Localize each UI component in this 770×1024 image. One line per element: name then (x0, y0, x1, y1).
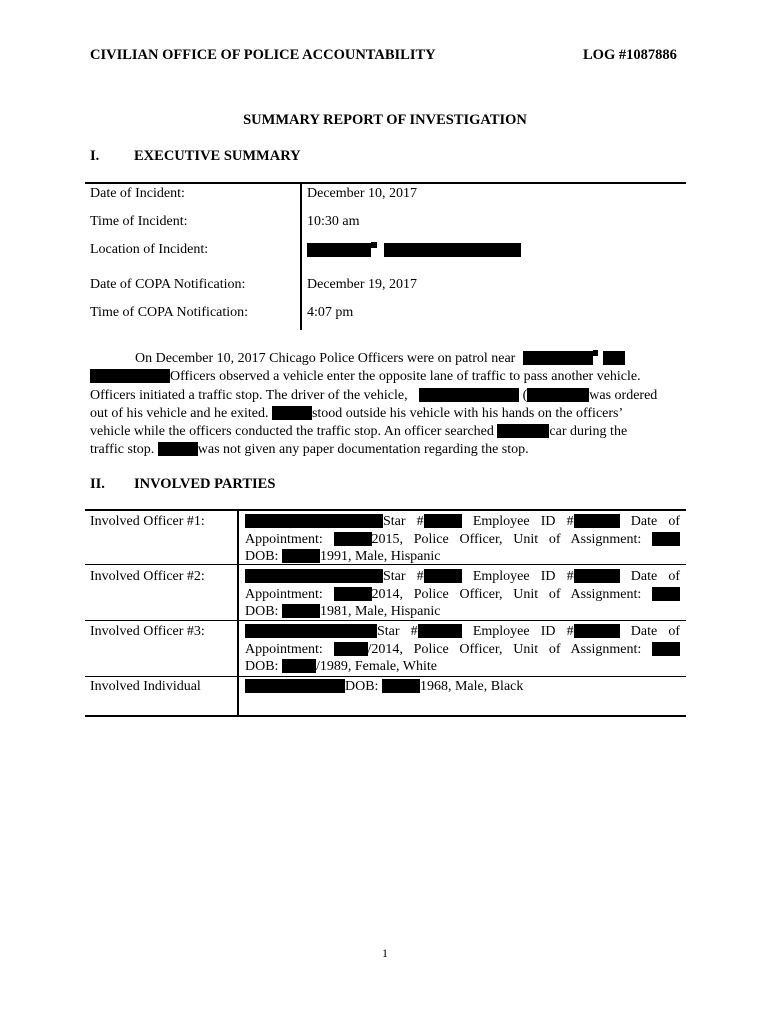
redaction-block (497, 424, 549, 438)
redaction-block (282, 659, 316, 673)
summary-text: vehicle while the officers conducted the traffic stop. An officer searched (90, 424, 494, 440)
report-title: SUMMARY REPORT OF INVESTIGATION (243, 112, 527, 128)
summary-line (90, 350, 680, 368)
summary-text: out of his vehicle and he exited. (90, 405, 269, 421)
dob-text: /1989, Female, White (315, 659, 438, 674)
redaction-block (424, 569, 462, 583)
section-number: I. (90, 148, 100, 164)
employee-id-label: Employee ID # (472, 514, 574, 529)
row-rule (85, 676, 686, 677)
summary-line (90, 441, 680, 459)
detail-line (245, 678, 680, 696)
table-top-rule (85, 182, 686, 184)
date-of-label: Date of (630, 514, 681, 529)
location-of-incident-label: Location of Incident: (90, 242, 209, 257)
copa-notification-date-value: December 19, 2017 (307, 277, 418, 292)
detail-line (245, 586, 680, 604)
appointment-text: 2015, Police Officer, Unit of Assignment: (371, 531, 642, 547)
copa-notification-date-label: Date of COPA Notification: (90, 277, 246, 292)
redaction-block (652, 587, 680, 601)
section-title: INVOLVED PARTIES (134, 476, 276, 492)
involved-officer-1-label: Involved Officer #1: (90, 514, 205, 529)
redaction-block (424, 514, 462, 528)
date-of-incident-label: Date of Incident: (90, 186, 185, 201)
detail-line (245, 641, 680, 659)
involved-officer-1-details (245, 513, 680, 566)
detail-line (245, 531, 680, 549)
dob-text: 1981, Male, Hispanic (319, 604, 441, 619)
detail-line (245, 513, 680, 531)
redaction-block (245, 679, 345, 693)
redaction-block (158, 442, 198, 456)
redaction-block (334, 642, 368, 656)
dob-text: 1968, Male, Black (419, 679, 524, 694)
redaction-block (527, 388, 589, 402)
agency-name: CIVILIAN OFFICE OF POLICE ACCOUNTABILITY (90, 47, 436, 63)
summary-line (90, 387, 680, 405)
summary-line (90, 405, 680, 423)
redaction-block (574, 569, 620, 583)
parties-table-bottom-rule (85, 715, 686, 717)
redaction-block (90, 369, 170, 383)
summary-paragraph (90, 350, 680, 460)
redaction-block (418, 624, 462, 638)
redaction-block (245, 569, 383, 583)
redaction-block (307, 243, 371, 257)
detail-line (245, 623, 680, 641)
redaction-block (282, 604, 320, 618)
page-number: 1 (382, 946, 388, 960)
redaction-block (603, 351, 625, 365)
redaction-block (334, 587, 372, 601)
redaction-block (652, 532, 680, 546)
star-label: Star # (377, 624, 418, 639)
summary-text: car during the (549, 424, 628, 440)
summary-text: traffic stop. (90, 442, 155, 458)
parties-table-top-rule (85, 509, 686, 511)
detail-line (245, 548, 680, 566)
appointment-label: Appointment: (245, 531, 323, 547)
summary-line (90, 368, 680, 386)
dob-label: DOB: (345, 679, 379, 694)
location-of-incident-value (307, 242, 521, 259)
appointment-label: Appointment: (245, 586, 323, 602)
dob-label: DOB: (245, 659, 279, 674)
section-title: EXECUTIVE SUMMARY (134, 148, 301, 164)
copa-notification-time-label: Time of COPA Notification: (90, 305, 249, 320)
redaction-block (272, 406, 312, 420)
summary-text: On December 10, 2017 Chicago Police Officers were on patrol near (135, 351, 516, 366)
redaction-block (371, 242, 377, 248)
dob-label: DOB: (245, 549, 279, 564)
appointment-text: 2014, Police Officer, Unit of Assignment: (371, 586, 642, 602)
summary-text: stood outside his vehicle with his hands on the officers’ (311, 405, 624, 421)
redaction-block (245, 624, 377, 638)
star-label: Star # (383, 569, 424, 584)
redaction-block (245, 514, 383, 528)
dob-label: DOB: (245, 604, 279, 619)
involved-individual-details (245, 678, 680, 696)
employee-id-label: Employee ID # (472, 569, 574, 584)
appointment-text: /2014, Police Officer, Unit of Assignment: (367, 641, 642, 657)
involved-officer-3-label: Involved Officer #3: (90, 624, 205, 639)
section-involved-parties (90, 476, 690, 496)
redaction-block (523, 351, 593, 365)
detail-line (245, 658, 680, 676)
date-of-label: Date of (630, 624, 681, 639)
section-number: II. (90, 476, 105, 492)
summary-text: was not given any paper documentation regarding the stop. (197, 442, 529, 458)
parties-table-divider (237, 510, 239, 716)
detail-line (245, 568, 680, 586)
date-of-label: Date of (630, 569, 681, 584)
redaction-block (652, 642, 680, 656)
involved-individual-label: Involved Individual (90, 679, 201, 694)
redaction-block (593, 350, 598, 356)
star-label: Star # (383, 514, 424, 529)
copa-notification-time-value: 4:07 pm (307, 305, 354, 320)
redaction-block (384, 243, 521, 257)
redaction-block (574, 514, 620, 528)
involved-officer-3-details (245, 623, 680, 676)
section-executive-summary (90, 148, 690, 168)
table-divider (300, 183, 302, 330)
redaction-block (334, 532, 372, 546)
involved-officer-2-details (245, 568, 680, 621)
summary-text: was ordered (589, 387, 658, 403)
time-of-incident-value: 10:30 am (307, 214, 360, 229)
log-number: LOG #1087886 (583, 47, 677, 63)
redaction-block (419, 388, 519, 402)
employee-id-label: Employee ID # (472, 624, 574, 639)
summary-text: ( (522, 387, 528, 403)
redaction-block (282, 549, 320, 563)
date-of-incident-value: December 10, 2017 (307, 186, 418, 201)
redaction-block (574, 624, 620, 638)
summary-text: Officers observed a vehicle enter the opposite lane of traffic to pass another vehicle. (170, 369, 641, 385)
summary-line (90, 423, 680, 441)
summary-text: Officers initiated a traffic stop. The driver of the vehicle, (90, 387, 408, 403)
time-of-incident-label: Time of Incident: (90, 214, 188, 229)
dob-text: 1991, Male, Hispanic (319, 549, 441, 564)
redaction-block (382, 679, 420, 693)
involved-officer-2-label: Involved Officer #2: (90, 569, 205, 584)
appointment-label: Appointment: (245, 641, 323, 657)
detail-line (245, 603, 680, 621)
